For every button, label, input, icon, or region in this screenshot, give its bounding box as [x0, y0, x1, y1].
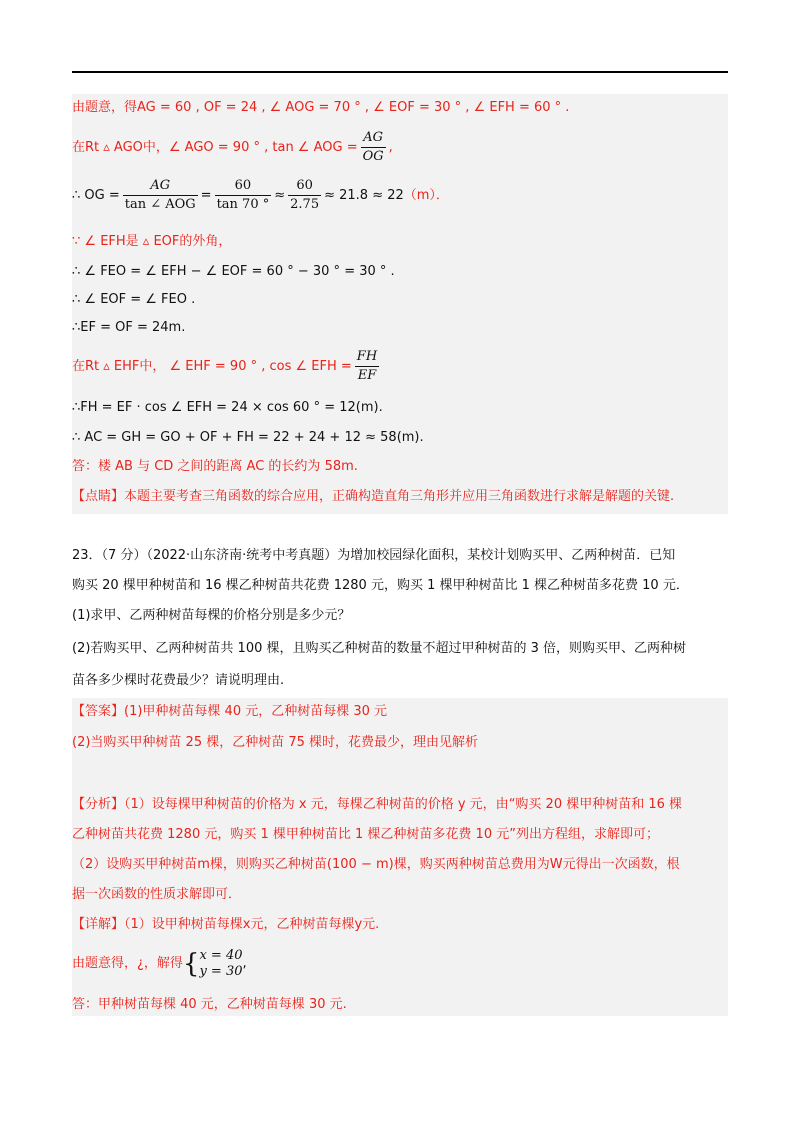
text: ≈ [274, 188, 286, 203]
equation-system [199, 948, 242, 980]
text: ∴ OG = [72, 188, 120, 203]
solution-line-7: ∴EF = OF = 24m. [72, 320, 186, 335]
text: , [242, 956, 247, 971]
solution-line-2 [72, 128, 393, 168]
unit-text: （m）． [403, 188, 449, 203]
denominator: 2.75 [290, 197, 320, 212]
fraction-2 [215, 178, 272, 213]
text: 在Rt ▵ EHF中， ∠ EHF = 90 ° , cos ∠ EFH = [72, 359, 352, 374]
fraction-fh-ef [355, 349, 379, 384]
question-line-1: 23．（7 分）（2022·山东济南·统考中考真题）为增加校园绿化面积，某校计划购买甲、乙两种树苗．已知 [72, 548, 676, 563]
solution-line-1: 由题意，得AG = 60 , OF = 24 , ∠ AOG = 70 ° , ∠ EOF = 30 ° , ∠ EFH = 60 ° . [72, 100, 570, 115]
solution-line-3 [72, 175, 449, 217]
question-line-4: (2)若购买甲、乙两种树苗共 100 棵，且购买乙种树苗的数量不超过甲种树苗的 3 倍，则购买甲、乙两种树 [72, 641, 687, 656]
text: 在Rt ▵ AGO中，∠ AGO = 90 ° , tan ∠ AOG = [72, 140, 358, 155]
text: , [388, 140, 393, 155]
denominator: tan ∠ AOG [124, 197, 196, 212]
solution-line-10: ∴ AC = GH = GO + OF + FH = 22 + 24 + 12 ≈ 58(m). [72, 430, 424, 445]
brace-symbol: { [182, 948, 200, 979]
analysis-line-2: 乙种树苗共花费 1280 元，购买 1 棵甲种树苗比 1 棵乙种树苗多花费 10 元”列出方程组，求解即可； [72, 827, 659, 842]
numerator: 60 [215, 178, 272, 196]
detail-line-1: 【详解】（1）设甲种树苗每棵x元，乙种树苗每棵y元. [72, 917, 380, 932]
header-rule [72, 71, 728, 73]
analysis-line-1: 【分析】（1）设每棵甲种树苗的价格为 x 元，每棵乙种树苗的价格 y 元，由“购买 20 棵甲种树苗和 16 棵 [72, 797, 683, 812]
denominator: OG [362, 149, 384, 164]
numerator: AG [361, 130, 386, 148]
fraction-3 [288, 178, 321, 213]
solution-line-4: ∵ ∠ EFH是 ▵ EOF的外角， [72, 234, 232, 249]
text: 由题意得，¿，解得 [72, 956, 183, 971]
fraction-ag-og [361, 130, 386, 165]
numerator: AG [123, 178, 198, 196]
solution-line-6: ∴ ∠ EOF = ∠ FEO . [72, 292, 196, 307]
detail-line-2 [72, 944, 247, 984]
equation-x: x = 40 [199, 947, 243, 963]
question-line-3: (1)求甲、乙两种树苗每棵的价格分别是多少元？ [72, 608, 351, 623]
numerator: 60 [288, 178, 321, 196]
solution-line-5: ∴ ∠ FEO = ∠ EFH − ∠ EOF = 60 ° − 30 ° = 30 ° . [72, 264, 395, 279]
question-line-5: 苗各多少棵时花费最少？请说明理由. [72, 673, 285, 688]
text: = [200, 188, 212, 203]
solution-line-9: ∴FH = EF · cos ∠ EFH = 24 × cos 60 ° = 12(m). [72, 400, 383, 415]
text: ≈ 21.8 ≈ 22 [324, 188, 404, 203]
solution-line-8 [72, 347, 382, 387]
key-point-line: 【点睛】本题主要考查三角函数的综合应用，正确构造直角三角形并应用三角函数进行求解是解题的关键. [72, 489, 675, 504]
analysis-line-3: （2）设购买甲种树苗m棵，则购买乙种树苗(100 − m)棵，购买两种树苗总费用为W元得出一次函数，根 [72, 857, 680, 872]
answer-line-2: (2)当购买甲种树苗 25 棵，乙种树苗 75 棵时，花费最少，理由见解析 [72, 735, 479, 750]
answer-line-1: 【答案】(1)甲种树苗每棵 40 元，乙种树苗每棵 30 元 [72, 704, 388, 719]
solution-line-11: 答：楼 AB 与 CD 之间的距离 AC 的长约为 58m. [72, 459, 358, 474]
denominator: EF [357, 368, 377, 383]
equation-y: y = 30 [199, 963, 243, 979]
question-line-2: 购买 20 棵甲种树苗和 16 棵乙种树苗共花费 1280 元，购买 1 棵甲种树苗比 1 棵乙种树苗多花费 10 元． [72, 578, 689, 593]
fraction-1 [123, 178, 198, 213]
numerator: FH [355, 349, 379, 367]
denominator: tan 70 ° [216, 197, 270, 212]
analysis-line-4: 据一次函数的性质求解即可． [72, 887, 242, 902]
detail-line-3: 答：甲种树苗每棵 40 元，乙种树苗每棵 30 元. [72, 997, 347, 1012]
